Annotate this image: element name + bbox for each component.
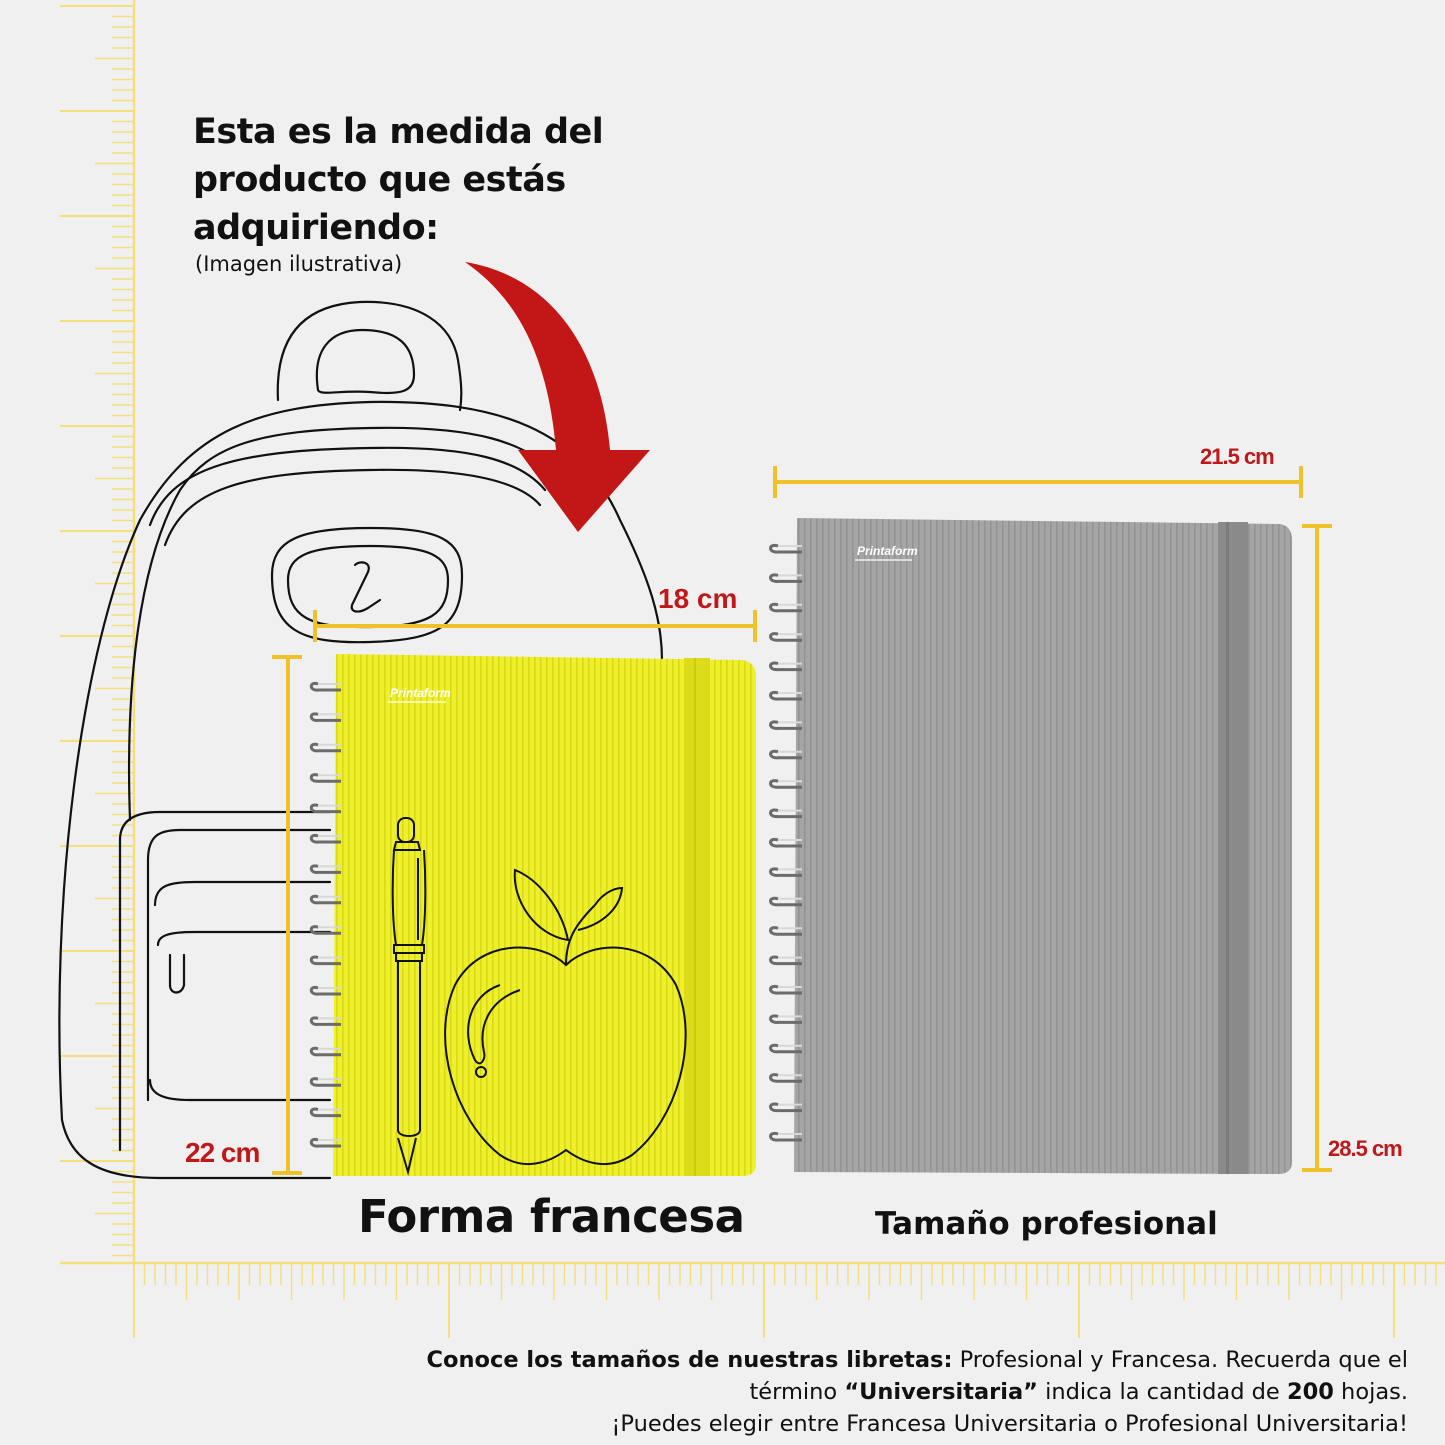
professional-notebook — [771, 518, 1293, 1174]
width-label-professional: 21.5 cm — [1200, 444, 1274, 469]
headline-line-1: Esta es la medida del — [193, 112, 604, 152]
footer-line-1 — [308, 1344, 1408, 1376]
footer-line-2-b: indica la cantidad de — [1037, 1379, 1287, 1405]
caption-professional: Tamaño profesional — [875, 1206, 1218, 1242]
french-notebook — [311, 654, 756, 1176]
footer-lead: Conoce los tamaños de nuestras libretas: — [426, 1347, 953, 1373]
caption-french: Forma francesa — [358, 1190, 745, 1243]
width-label-french: 18 cm — [658, 583, 738, 614]
footer-line-2-c: hojas. — [1333, 1379, 1408, 1405]
footer-count: 200 — [1286, 1379, 1334, 1405]
height-label-professional: 28.5 cm — [1328, 1136, 1402, 1161]
footer-line-2 — [308, 1376, 1408, 1408]
footer-line-2-a: término — [749, 1379, 845, 1405]
footer-line-1-rest: Profesional y Francesa. Recuerda que el — [952, 1347, 1408, 1373]
footer-term: “Universitaria” — [844, 1379, 1038, 1405]
subtitle: (Imagen ilustrativa) — [195, 252, 403, 276]
height-label-french: 22 cm — [185, 1137, 260, 1168]
headline-line-2: producto que estás — [193, 160, 566, 200]
footer-line-3: ¡Puedes elegir entre Francesa Universitaria o Profesional Universitaria! — [611, 1411, 1408, 1437]
brand-logo: Printaform — [857, 544, 918, 558]
brand-logo: Printaform — [390, 686, 451, 700]
headline-line-3: adquiriendo: — [193, 208, 439, 248]
footer-text — [308, 1344, 1408, 1440]
